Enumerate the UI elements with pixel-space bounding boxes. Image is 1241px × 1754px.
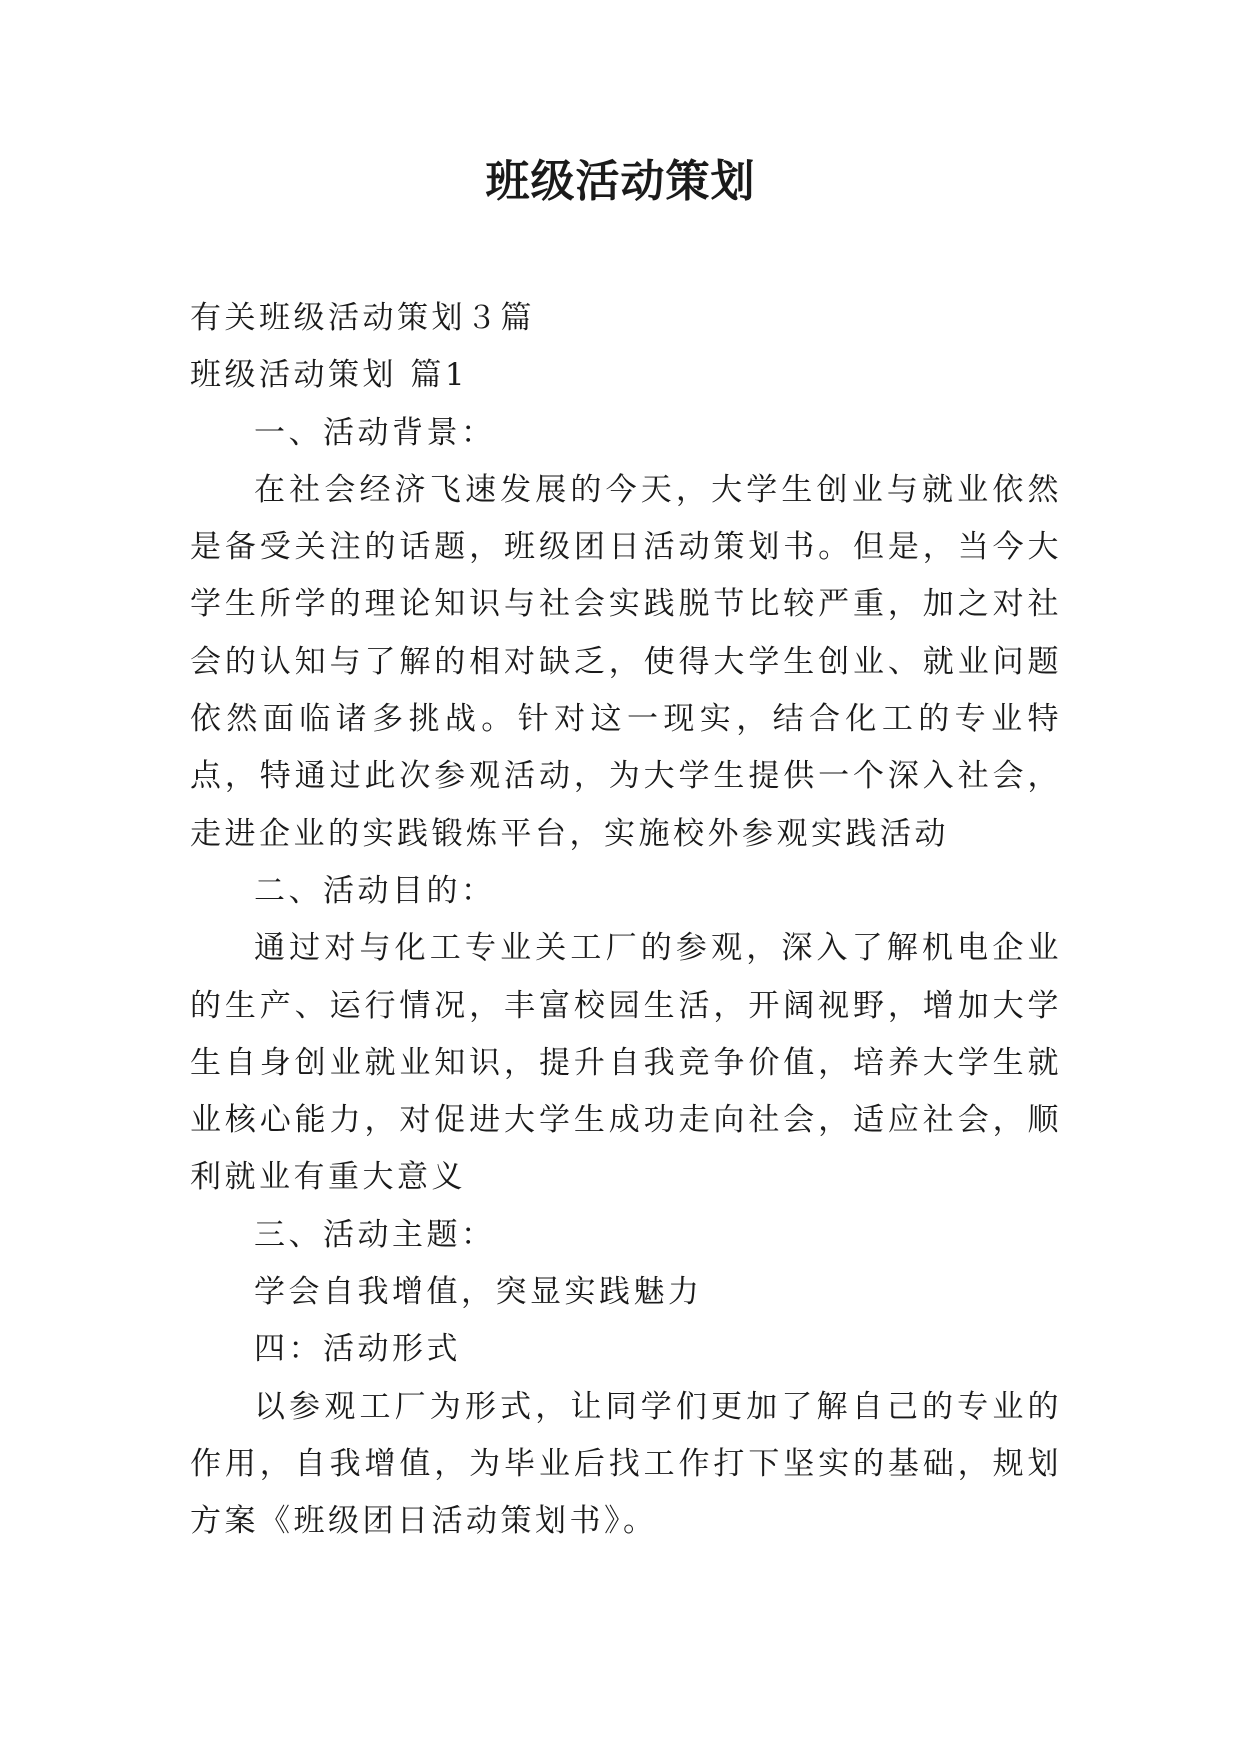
document-body [190, 290, 1062, 1551]
heading-purpose: 二、活动目的： [254, 872, 496, 909]
paragraph-theme: 学会自我增值，突显实践魅力 [254, 1274, 703, 1311]
section-heading: 班级活动策划 篇1 [190, 357, 469, 394]
document-subtitle: 有关班级活动策划３篇 [190, 300, 535, 336]
heading-background: 一、活动背景： [254, 414, 496, 451]
heading-theme: 三、活动主题： [254, 1216, 496, 1253]
paragraph-purpose: 通过对与化工专业关工厂的参观，深入了解机电企业的生产、运行情况，丰富校园生活，开阔视野，增加大学生自身创业就业知识，提升自我竞争价值，培养大学生就业核心能力，对促进大学生成功走向社会，适应社会，顺利就业有重大意义 [190, 930, 1062, 1196]
heading-form: 四：活动形式 [254, 1331, 461, 1368]
document-title: 班级活动策划 [485, 156, 756, 207]
paragraph-background: 在社会经济飞速发展的今天，大学生创业与就业依然是备受关注的话题，班级团日活动策划书。但是，当今大学生所学的理论知识与社会实践脱节比较严重，加之对社会的认知与了解的相对缺乏，使得大学生创业、就业问题依然面临诸多挑战。针对这一现实，结合化工的专业特点，特通过此次参观活动，为大学生提供一个深入社会，走进企业的实践锻炼平台，实施校外参观实践活动 [190, 471, 1062, 852]
paragraph-form: 以参观工厂为形式，让同学们更加了解自己的专业的作用，自我增值，为毕业后找工作打下坚实的基础，规划方案《班级团日活动策划书》。 [190, 1388, 1062, 1540]
